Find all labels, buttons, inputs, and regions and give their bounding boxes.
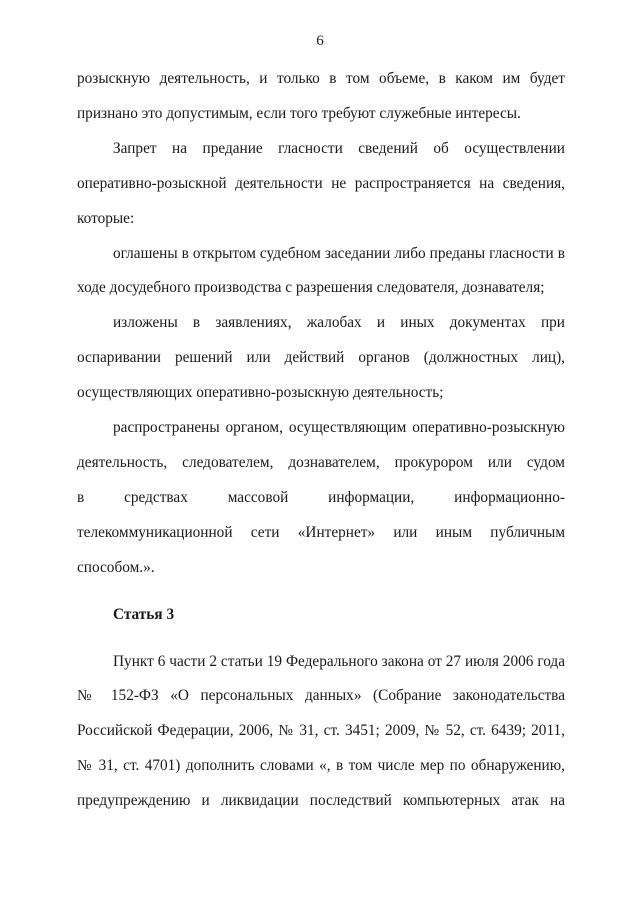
text-line: оспаривании решений или действий органов (должностных лиц), (77, 349, 565, 367)
text-line: предупреждению и ликвидации последствий компьютерных атак на (77, 792, 565, 810)
text-line: которые: (77, 209, 135, 227)
page-number: 6 (316, 33, 324, 49)
text-line: Пункт 6 части 2 статьи 19 Федерального закона от 27 июля 2006 года (113, 652, 565, 670)
article-paragraph (77, 645, 565, 820)
text-line: способом.». (77, 558, 155, 576)
text-line: осуществляющих оперативно-розыскную деятельность; (77, 384, 444, 402)
text-line: деятельность, следователем, дознавателем, прокурором или судом (77, 453, 565, 471)
paragraph (77, 237, 565, 307)
spacer (77, 633, 565, 645)
article-heading: Статья 3 (113, 605, 175, 623)
text-line: распространены органом, осуществляющим оперативно-розыскную (113, 419, 565, 437)
text-line: розыскную деятельность, и только в том объеме, в каком им будет (77, 70, 565, 87)
text-line: Запрет на предание гласности сведений об осуществлении (113, 139, 565, 157)
text-line: оперативно-розыскной деятельности не распространяется на сведения, (77, 174, 565, 192)
text-line: ходе досудебного производства с разрешения следователя, дознавателя; (77, 279, 545, 297)
paragraph (77, 306, 565, 411)
spacer (77, 586, 565, 598)
text-line: № 152-ФЗ «О персональных данных» (Собрание законодательства (77, 687, 565, 705)
text-line: признано это допустимым, если того требуют служебные интересы. (77, 104, 521, 122)
text-line: оглашены в открытом судебном заседании либо преданы гласности в (113, 244, 565, 262)
text-line: телекоммуникационной сети «Интернет» или иным публичным (77, 523, 565, 541)
paragraph (77, 132, 565, 237)
document-body (77, 62, 565, 819)
text-line: № 31, ст. 4701) дополнить словами «, в том числе мер по обнаружению, (77, 757, 565, 775)
text-line: изложены в заявлениях, жалобах и иных документах при (113, 314, 565, 332)
text-line: Российской Федерации, 2006, № 31, ст. 3451; 2009, № 52, ст. 6439; 2011, (77, 722, 565, 740)
paragraph (77, 411, 565, 586)
paragraph (77, 62, 565, 132)
text-line: в средствах массовой информации, информационно- (77, 488, 565, 506)
